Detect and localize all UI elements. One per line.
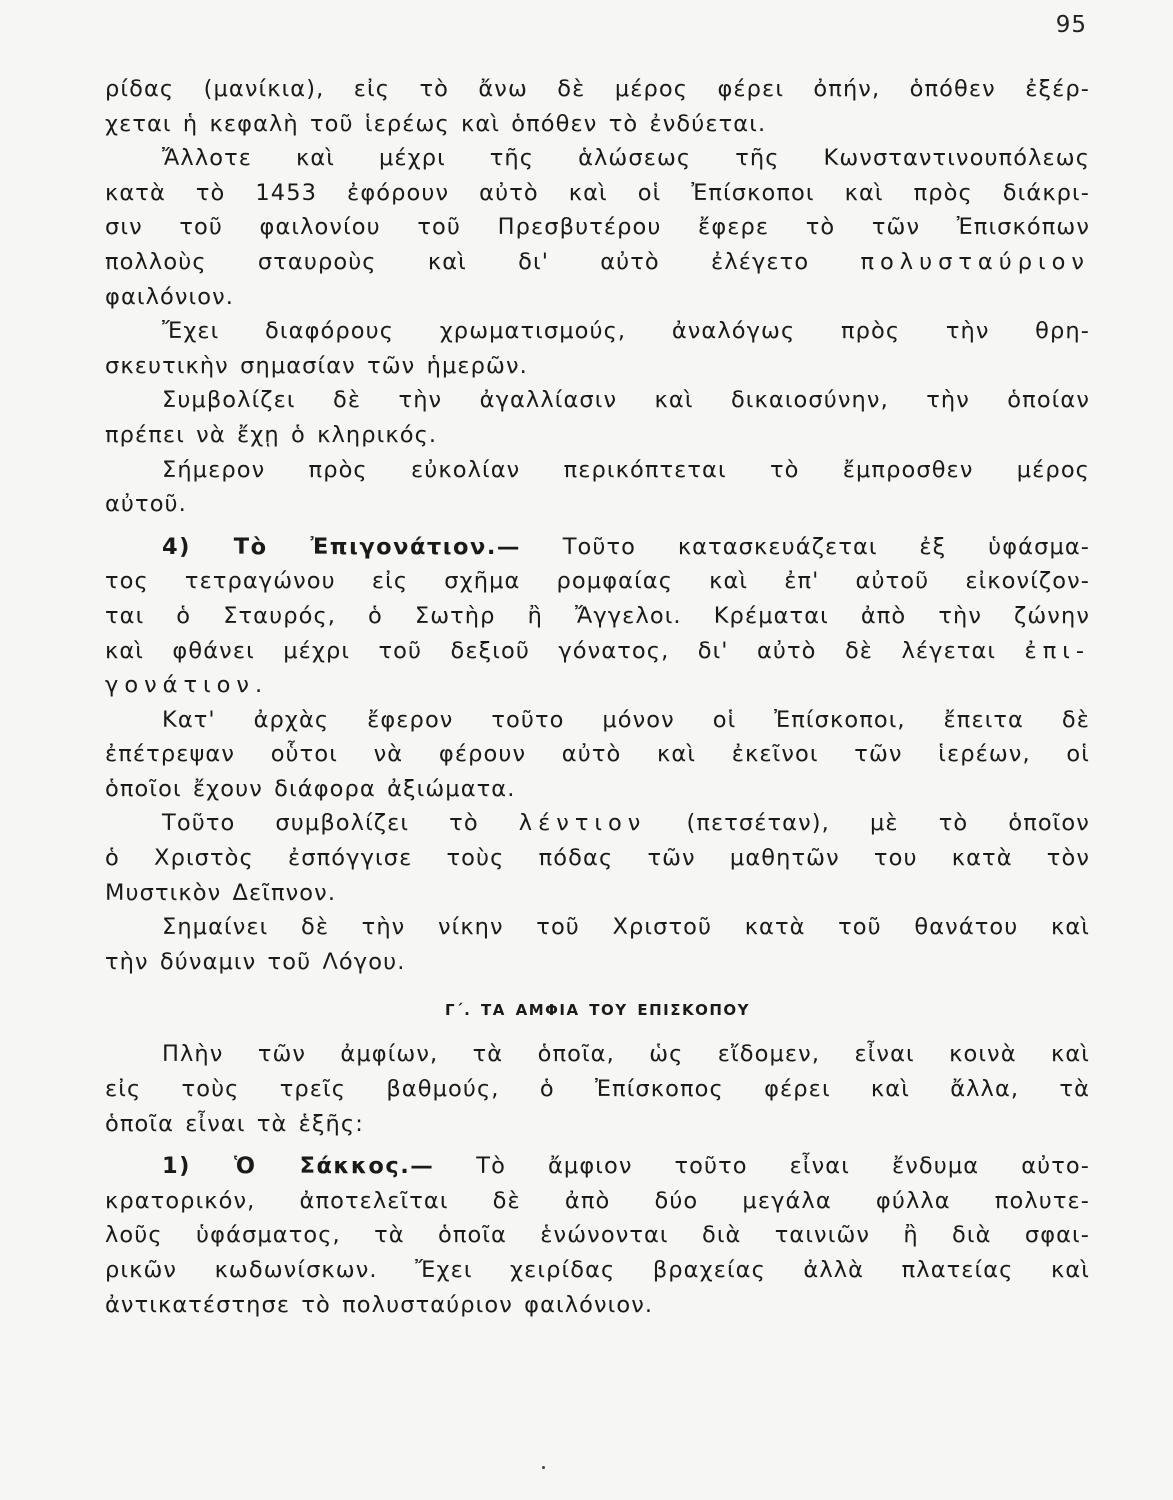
text-line: ἐπέτρεψαν οὗτοι νὰ φέρουν αὐτὸ καὶ ἐκεῖνοι τῶν ἱερέων, οἱ — [105, 741, 1090, 768]
emphasized-term: ἐπι- — [1024, 637, 1090, 664]
emphasized-term: λέντιον — [518, 810, 647, 837]
text-line: Σημαίνει δὲ τὴν νίκην τοῦ Χριστοῦ κατὰ τοῦ θανάτου καὶ — [162, 914, 1090, 941]
text-line: Ἔχει διαφόρους χρωματισμούς, ἀναλόγως πρὸς τὴν θρη- — [162, 318, 1090, 345]
text-line: χεται ἡ κεφαλὴ τοῦ ἱερέως καὶ ὁπόθεν τὸ ἐνδύεται. — [105, 110, 767, 137]
spacer — [105, 1141, 1090, 1149]
spacer — [105, 522, 1090, 530]
text-line: πρέπει νὰ ἔχῃ ὁ κληρικός. — [105, 421, 438, 448]
text-line: Κατ' ἀρχὰς ἔφερον τοῦτο μόνον οἱ Ἐπίσκοποι, ἔπειτα δὲ — [162, 706, 1090, 733]
text-line: ρικῶν κωδωνίσκων. Ἔχει χειρίδας βραχείας ἀλλὰ πλατείας καὶ — [105, 1257, 1090, 1283]
text-line: κατὰ τὸ 1453 ἐφόρουν αὐτὸ καὶ οἱ Ἐπίσκοποι καὶ πρὸς διάκρι- — [105, 179, 1090, 206]
text-line — [105, 530, 1090, 565]
text-line: σιν τοῦ φαιλονίου τοῦ Πρεσβυτέρου ἔφερε τὸ τῶν Ἐπισκόπων — [105, 214, 1090, 241]
text-line: τος τετραγώνου εἰς σχῆμα ρομφαίας καὶ ἐπ' αὐτοῦ εἰκονίζον- — [105, 568, 1090, 595]
section-title: 1) Ὁ Σάκκος.— — [162, 1153, 435, 1180]
text-line: σκευτικὴν σημασίαν τῶν ἡμερῶν. — [105, 352, 528, 379]
text-line: εἰς τοὺς τρεῖς βαθμούς, ὁ Ἐπίσκοπος φέρει καὶ ἄλλα, τὰ — [105, 1076, 1090, 1103]
text-line: τὴν δύναμιν τοῦ Λόγου. — [105, 948, 406, 975]
text-line: Συμβολίζει δὲ τὴν ἀγαλλίασιν καὶ δικαιοσύνην, τὴν ὁποίαν — [162, 387, 1090, 414]
text-run: καὶ φθάνει μέχρι τοῦ δεξιοῦ γόνατος, δι' αὐτὸ δὲ λέγεται — [105, 637, 997, 664]
text-line: Μυστικὸν Δεῖπνον. — [105, 879, 337, 906]
text-run: Τοῦτο συμβολίζει τὸ — [162, 810, 479, 837]
text-line: ὁποῖοι ἔχουν διάφορα ἀξιώματα. — [105, 775, 516, 802]
text-run: πολλοὺς σταυροὺς καὶ δι' αὐτὸ ἐλέγετο — [105, 248, 810, 275]
text-line: γονάτιον. — [105, 672, 269, 699]
text-line: αὐτοῦ. — [105, 491, 187, 518]
text-line: φαιλόνιον. — [105, 283, 235, 310]
text-line — [105, 634, 1090, 669]
text-line: ρίδας (μανίκια), εἰς τὸ ἄνω δὲ μέρος φέρει ὀπήν, ὁπόθεν ἐξέρ- — [105, 76, 1090, 102]
text-line: ὁποῖα εἶναι τὰ ἑξῆς: — [105, 1110, 364, 1137]
text-line: Ἄλλοτε καὶ μέχρι τῆς ἁλώσεως τῆς Κωνσταντινουπόλεως — [162, 145, 1090, 172]
page-number: 95 — [1055, 12, 1087, 38]
body-text — [105, 72, 1090, 1322]
text-line: Σήμερον πρὸς εὐκολίαν περικόπτεται τὸ ἔμπροσθεν μέρος — [162, 456, 1090, 483]
text-line: κρατορικόν, ἀποτελεῖται δὲ ἀπὸ δύο μεγάλα φύλλα πολυτε- — [105, 1187, 1090, 1214]
text-line: Πλὴν τῶν ἀμφίων, τὰ ὁποῖα, ὡς εἴδομεν, εἶναι κοινὰ καὶ — [162, 1041, 1090, 1068]
text-line: λοῦς ὑφάσματος, τὰ ὁποῖα ἑνώνονται διὰ ταινιῶν ἢ διὰ σφαι- — [105, 1222, 1090, 1249]
text-run: Τὸ ἄμφιον τοῦτο εἶναι ἔνδυμα αὐτο- — [476, 1153, 1090, 1180]
text-line — [105, 245, 1090, 280]
text-line: ὁ Χριστὸς ἐσπόγγισε τοὺς πόδας τῶν μαθητῶν του κατὰ τὸν — [105, 845, 1090, 872]
section-heading: Γ΄. ΤΑ ΑΜΦΙΑ ΤΟΥ ΕΠΙΣΚΟΠΟΥ — [444, 1001, 751, 1020]
text-line — [105, 1149, 1090, 1184]
section-title: 4) Τὸ Ἐπιγονάτιον.— — [162, 533, 521, 560]
text-line: ται ὁ Σταυρός, ὁ Σωτὴρ ἢ Ἄγγελοι. Κρέμαται ἀπὸ τὴν ζώνην — [105, 602, 1090, 629]
print-speck — [542, 1466, 545, 1469]
emphasized-term: πολυσταύριον — [860, 248, 1090, 275]
text-run: Τοῦτο κατασκευάζεται ἐξ ὑφάσμα- — [562, 533, 1090, 560]
text-run: (πετσέταν), μὲ τὸ ὁποῖον — [686, 810, 1090, 837]
text-line: ἀντικατέστησε τὸ πολυσταύριον φαιλόνιον. — [105, 1291, 654, 1318]
text-line — [105, 806, 1090, 841]
